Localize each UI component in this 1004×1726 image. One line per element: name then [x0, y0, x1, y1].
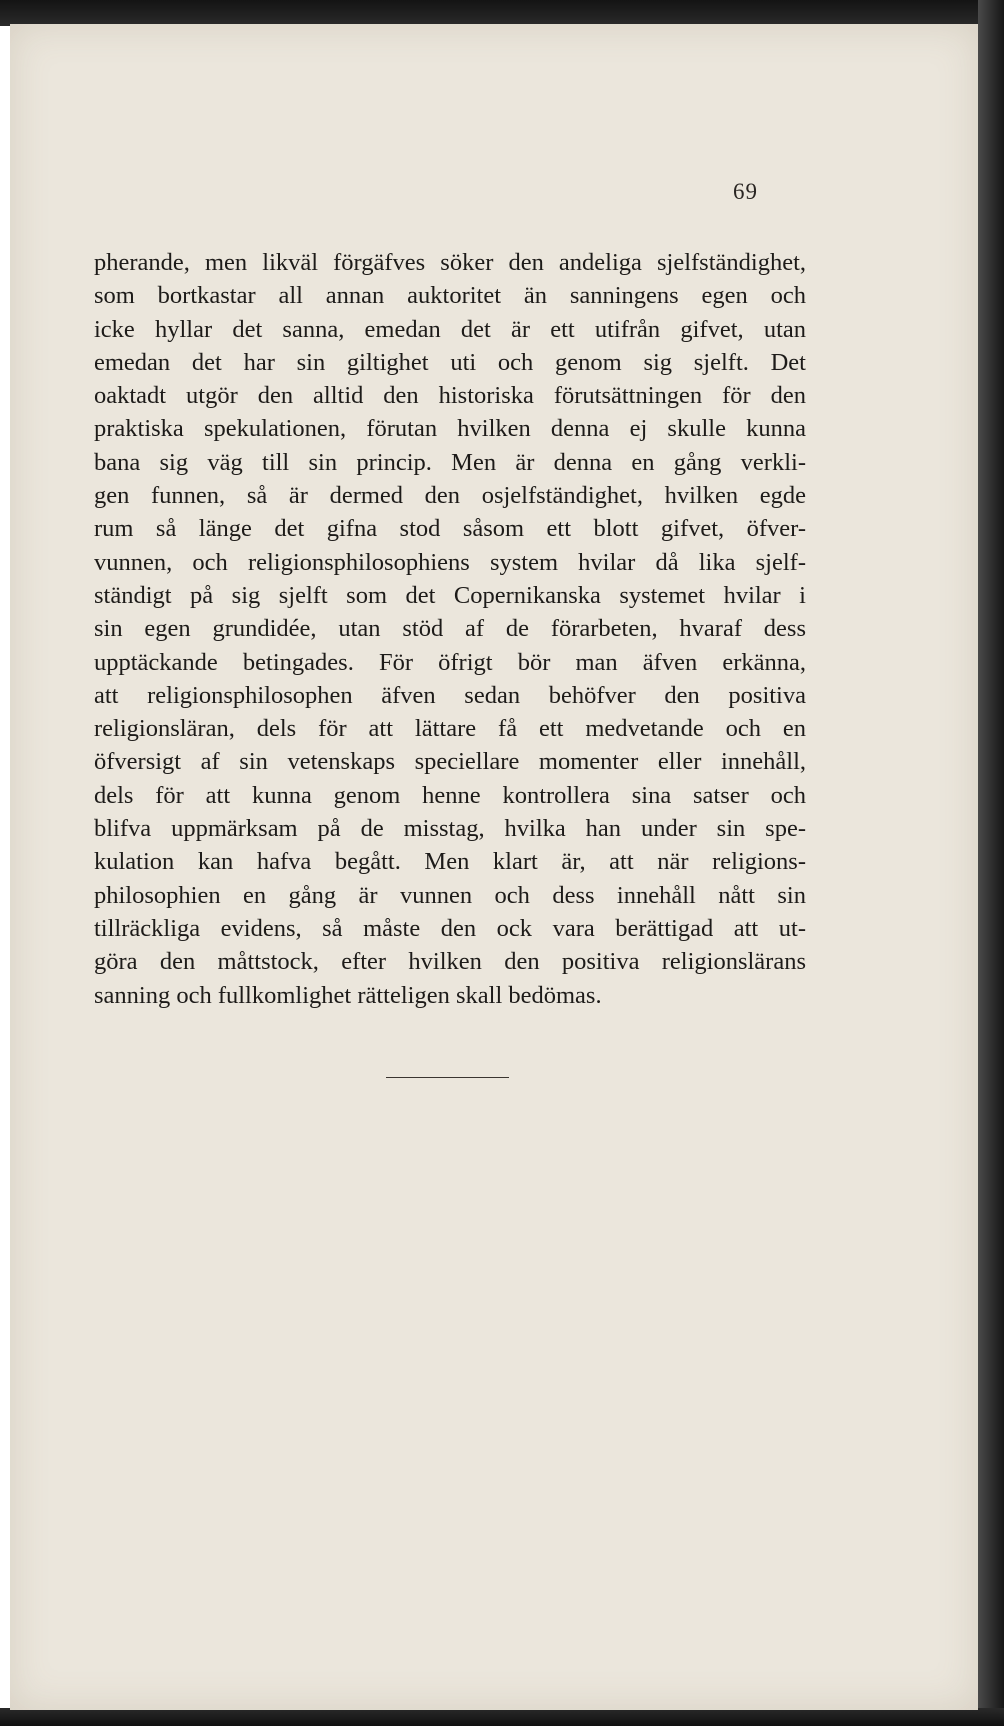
text-line: dels för att kunna genom henne kontrollera sina satser och	[94, 781, 806, 809]
text-line: gen funnen, så är dermed den osjelfständighet, hvilken egde	[94, 482, 806, 510]
text-line: öfversigt af sin vetenskaps speciellare momenter eller innehåll,	[94, 748, 806, 776]
text-line: att religionsphilosophen äfven sedan behöfver den positiva	[94, 681, 806, 709]
text-line: bana sig väg till sin princip. Men är denna en gång verkli-	[94, 448, 806, 476]
text-line: blifva uppmärksam på de misstag, hvilka han under sin spe-	[94, 815, 806, 843]
text-line: rum så länge det gifna stod såsom ett blott gifvet, öfver-	[94, 515, 806, 543]
text-line: icke hyllar det sanna, emedan det är ett utifrån gifvet, utan	[94, 315, 806, 343]
section-divider	[386, 1077, 509, 1078]
text-line: göra den måttstock, efter hvilken den positiva religionslärans	[94, 948, 806, 976]
text-line: oaktadt utgör den alltid den historiska förutsättningen för den	[94, 382, 806, 410]
text-line: emedan det har sin giltighet uti och genom sig sjelft. Det	[94, 348, 806, 376]
text-line: philosophien en gång är vunnen och dess innehåll nått sin	[94, 881, 806, 909]
text-line: pherande, men likväl förgäfves söker den andeliga sjelfständighet,	[94, 249, 806, 276]
text-line: praktiska spekulationen, förutan hvilken denna ej skulle kunna	[94, 415, 806, 443]
text-line: kulation kan hafva begått. Men klart är, att när religions-	[94, 848, 806, 876]
scan-right-edge	[978, 0, 1004, 1726]
text-line: ständigt på sig sjelft som det Copernikanska systemet hvilar i	[94, 581, 806, 609]
text-line: upptäckande betingades. För öfrigt bör man äfven erkänna,	[94, 648, 806, 676]
book-page	[10, 24, 978, 1710]
body-text	[94, 246, 806, 1012]
scan-top-edge	[0, 0, 1004, 26]
page-number: 69	[733, 179, 758, 204]
text-line-last: sanning och fullkomlighet rätteligen skall bedömas.	[94, 981, 602, 1009]
text-line: tillräckliga evidens, så måste den ock vara berättigad att ut-	[94, 914, 806, 942]
text-line: sin egen grundidée, utan stöd af de förarbeten, hvaraf dess	[94, 615, 806, 643]
text-line: vunnen, och religionsphilosophiens system hvilar då lika sjelf-	[94, 548, 806, 576]
scan-bottom-edge	[0, 1708, 1004, 1726]
text-line: som bortkastar all annan auktoritet än sanningens egen och	[94, 282, 806, 310]
text-line: religionsläran, dels för att lättare få ett medvetande och en	[94, 715, 806, 743]
